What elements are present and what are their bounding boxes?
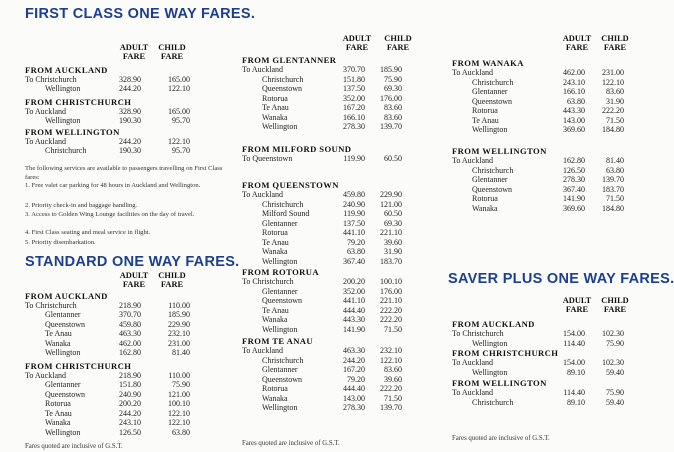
child-fare: 221.10 — [380, 228, 402, 237]
destination: Rotorua — [45, 399, 71, 408]
section-heading: FROM WANAKA — [452, 58, 524, 68]
section-heading: FROM WELLINGTON — [452, 146, 547, 156]
destination: To Christchurch — [452, 329, 504, 338]
child-fare: 232.10 — [380, 346, 402, 355]
adult-fare: 369.60 — [563, 125, 585, 134]
child-fare: 71.50 — [606, 194, 624, 203]
destination: To Auckland — [242, 346, 283, 355]
destination: Rotorua — [472, 194, 498, 203]
child-fare: 31.90 — [606, 96, 624, 106]
adult-fare: 119.90 — [343, 154, 365, 163]
child-fare-header: CHILD FARE — [158, 271, 186, 289]
fare-row — [0, 87, 640, 96]
adult-fare: 244.20 — [119, 84, 141, 93]
destination: To Christchurch — [242, 277, 294, 286]
adult-fare: 137.50 — [343, 218, 365, 228]
adult-fare-header: ADULT FARE — [562, 34, 592, 52]
fare-row — [0, 398, 640, 407]
destination: Wellington — [45, 427, 81, 437]
destination: Rotorua — [262, 93, 288, 103]
child-fare: 75.90 — [172, 380, 190, 389]
destination: Wellington — [262, 403, 298, 412]
fare-row — [0, 355, 640, 367]
adult-fare: 162.80 — [563, 156, 585, 165]
destination: To Auckland — [242, 65, 283, 74]
adult-fare: 79.20 — [347, 237, 365, 247]
destination: Queenstown — [262, 84, 302, 93]
child-fare: 71.50 — [384, 324, 402, 334]
destination: Wanaka — [262, 393, 288, 403]
child-fare: 95.70 — [172, 116, 190, 125]
first-class-note: 2. Priority check-in and baggage handling. — [25, 202, 138, 209]
adult-fare: 190.30 — [119, 116, 141, 125]
destination: Glentanner — [45, 310, 81, 319]
destination: Rotorua — [262, 384, 288, 393]
fare-row — [0, 238, 640, 247]
destination: Wellington — [262, 324, 298, 334]
child-fare: 83.60 — [384, 112, 402, 122]
section-heading: FROM CHRISTCHURCH — [452, 348, 559, 358]
adult-fare: 244.20 — [119, 136, 141, 146]
child-fare: 185.90 — [168, 310, 190, 319]
destination: Glentanner — [472, 175, 508, 184]
adult-fare: 441.10 — [343, 228, 365, 237]
adult-fare: 244.20 — [343, 355, 365, 365]
child-fare: 75.90 — [606, 338, 624, 348]
adult-fare: 328.90 — [119, 74, 141, 84]
destination: To Auckland — [25, 106, 66, 116]
section-heading: FROM TE ANAU — [242, 336, 314, 346]
child-fare: 221.10 — [380, 296, 402, 305]
adult-fare: 243.10 — [563, 77, 585, 87]
fare-row — [0, 116, 640, 125]
fare-row — [0, 97, 640, 106]
adult-fare: 218.90 — [119, 300, 141, 310]
child-fare: 60.50 — [384, 154, 402, 163]
child-fare: 31.90 — [384, 247, 402, 256]
destination: Christchurch — [45, 146, 87, 155]
fare-row — [0, 257, 640, 266]
destination: To Queenstown — [242, 154, 293, 163]
child-fare: 222.20 — [380, 384, 402, 393]
child-fare: 139.70 — [380, 122, 402, 131]
fare-row — [0, 194, 640, 203]
destination: Christchurch — [472, 165, 514, 175]
section-heading: FROM WELLINGTON — [25, 127, 120, 137]
child-fare: 165.00 — [168, 74, 190, 84]
section-heading: FROM QUEENSTOWN — [242, 180, 339, 190]
adult-fare-header: ADULT FARE — [119, 43, 149, 61]
child-fare: 121.00 — [380, 199, 402, 209]
child-fare: 71.50 — [606, 115, 624, 125]
child-fare-header: CHILD FARE — [384, 34, 412, 52]
adult-fare: 89.10 — [567, 397, 585, 407]
destination: Wellington — [45, 84, 81, 93]
destination: Wanaka — [45, 338, 71, 348]
adult-fare: 126.50 — [563, 165, 585, 175]
section-heading: FROM WELLINGTON — [452, 378, 547, 388]
adult-fare: 444.40 — [343, 305, 365, 315]
adult-fare: 162.80 — [119, 348, 141, 357]
fare-row — [0, 228, 640, 237]
fare-row — [0, 78, 640, 87]
child-fare: 122.10 — [168, 408, 190, 418]
adult-fare: 119.90 — [343, 209, 365, 218]
saver-plus-title: SAVER PLUS ONE WAY FARES. — [448, 271, 674, 287]
child-fare: 71.50 — [384, 393, 402, 403]
child-fare: 83.60 — [384, 103, 402, 112]
adult-fare: 444.40 — [343, 384, 365, 393]
fare-row — [0, 247, 640, 256]
destination: Wanaka — [262, 112, 288, 122]
destination: Wellington — [472, 338, 508, 348]
fare-row — [0, 68, 640, 77]
child-fare: 222.20 — [602, 106, 624, 115]
child-fare: 231.00 — [602, 68, 624, 77]
child-fare: 183.70 — [380, 256, 402, 266]
fare-row — [0, 106, 640, 115]
child-fare: 69.30 — [384, 218, 402, 228]
fare-row — [0, 329, 640, 338]
destination: Wellington — [472, 125, 508, 134]
adult-fare: 141.90 — [343, 324, 365, 334]
child-fare: 122.10 — [380, 355, 402, 365]
adult-fare: 143.00 — [343, 393, 365, 403]
destination: Wellington — [45, 348, 81, 357]
adult-fare: 441.10 — [343, 296, 365, 305]
destination: Queenstown — [45, 389, 85, 399]
adult-fare: 244.20 — [119, 408, 141, 418]
child-fare: 39.60 — [384, 237, 402, 247]
adult-fare: 463.30 — [343, 346, 365, 355]
adult-fare: 89.10 — [567, 367, 585, 377]
adult-fare: 200.20 — [343, 277, 365, 286]
fare-row — [0, 156, 640, 165]
adult-fare: 352.00 — [343, 286, 365, 296]
child-fare: 232.10 — [168, 329, 190, 338]
first-class-title: FIRST CLASS ONE WAY FARES. — [25, 6, 256, 22]
adult-fare: 137.50 — [343, 84, 365, 93]
child-fare: 165.00 — [168, 106, 190, 116]
section-heading: FROM MILFORD SOUND — [242, 144, 352, 154]
destination: Christchurch — [262, 199, 304, 209]
destination: Christchurch — [472, 77, 514, 87]
fare-row — [0, 339, 640, 348]
child-fare: 176.00 — [380, 286, 402, 296]
adult-fare: 79.20 — [347, 374, 365, 384]
destination: Te Anau — [45, 329, 72, 338]
adult-fare: 243.10 — [119, 418, 141, 427]
child-fare: 75.90 — [606, 388, 624, 397]
child-fare: 59.40 — [606, 367, 624, 377]
child-fare: 63.80 — [606, 165, 624, 175]
child-fare: 176.00 — [380, 93, 402, 103]
destination: Glentanner — [45, 380, 81, 389]
adult-fare: 114.40 — [563, 338, 585, 348]
child-fare-header: CHILD FARE — [158, 43, 186, 61]
fare-row — [0, 125, 640, 134]
destination: Queenstown — [472, 184, 512, 194]
adult-fare: 462.00 — [563, 68, 585, 77]
destination: Te Anau — [262, 305, 289, 315]
gst-footnote: Fares quoted are inclusive of G.S.T. — [25, 443, 123, 450]
adult-fare: 370.70 — [343, 65, 365, 74]
child-fare: 110.00 — [168, 300, 190, 310]
destination: Queenstown — [472, 96, 512, 106]
section-heading: FROM AUCKLAND — [25, 291, 108, 301]
adult-fare: 278.30 — [343, 403, 365, 412]
destination: To Auckland — [242, 190, 283, 199]
destination: Glentanner — [472, 87, 508, 96]
destination: Rotorua — [262, 228, 288, 237]
destination: Wanaka — [45, 418, 71, 427]
adult-fare: 143.00 — [563, 115, 585, 125]
destination: Wanaka — [262, 247, 288, 256]
child-fare: 139.70 — [380, 403, 402, 412]
child-fare: 122.10 — [602, 77, 624, 87]
destination: To Auckland — [452, 68, 493, 77]
child-fare: 121.00 — [168, 389, 190, 399]
fare-row — [0, 296, 640, 305]
destination: Wellington — [262, 256, 298, 266]
child-fare: 122.10 — [168, 84, 190, 93]
adult-fare-header: ADULT FARE — [342, 34, 372, 52]
adult-fare: 141.90 — [563, 194, 585, 203]
section-heading: FROM AUCKLAND — [452, 319, 535, 329]
destination: Christchurch — [472, 397, 514, 407]
adult-fare: 459.80 — [119, 319, 141, 329]
fare-row — [0, 204, 640, 213]
adult-fare: 278.30 — [343, 122, 365, 131]
child-fare: 231.00 — [168, 338, 190, 348]
section-heading: FROM AUCKLAND — [25, 65, 108, 75]
child-fare: 222.20 — [380, 305, 402, 315]
destination: Wellington — [262, 122, 298, 131]
destination: To Christchurch — [25, 300, 77, 310]
child-fare: 185.90 — [380, 65, 402, 74]
adult-fare: 443.30 — [563, 106, 585, 115]
section-heading: FROM GLENTANNER — [242, 55, 337, 65]
adult-fare: 367.40 — [343, 256, 365, 266]
adult-fare: 218.90 — [119, 370, 141, 380]
fare-row — [0, 418, 640, 427]
adult-fare: 240.90 — [119, 389, 141, 399]
adult-fare-header: ADULT FARE — [562, 296, 592, 314]
adult-fare: 167.20 — [343, 103, 365, 112]
destination: Te Anau — [45, 408, 72, 418]
child-fare: 222.20 — [380, 315, 402, 324]
destination: Glentanner — [262, 218, 298, 228]
fare-row — [0, 388, 640, 397]
destination: Te Anau — [472, 115, 499, 125]
fare-row — [0, 368, 640, 377]
child-fare: 184.80 — [602, 125, 624, 134]
fare-row — [0, 315, 640, 324]
child-fare: 69.30 — [384, 84, 402, 93]
child-fare: 81.40 — [172, 348, 190, 357]
adult-fare: 463.30 — [119, 329, 141, 338]
adult-fare: 154.00 — [563, 329, 585, 338]
destination: Glentanner — [262, 365, 298, 374]
destination: Wellington — [472, 367, 508, 377]
adult-fare: 200.20 — [119, 399, 141, 408]
child-fare: 122.10 — [168, 136, 190, 146]
child-fare: 122.10 — [168, 418, 190, 427]
adult-fare: 167.20 — [343, 365, 365, 374]
standard-title: STANDARD ONE WAY FARES. — [25, 254, 240, 270]
adult-fare: 126.50 — [119, 427, 141, 437]
child-fare: 60.50 — [384, 209, 402, 218]
adult-fare: 63.80 — [567, 96, 585, 106]
adult-fare: 240.90 — [343, 199, 365, 209]
adult-fare: 151.80 — [343, 74, 365, 84]
destination: Queenstown — [262, 296, 302, 305]
adult-fare: 328.90 — [119, 106, 141, 116]
child-fare: 139.70 — [602, 175, 624, 184]
adult-fare: 369.60 — [563, 203, 585, 213]
child-fare: 95.70 — [172, 146, 190, 155]
adult-fare: 166.10 — [343, 112, 365, 122]
adult-fare: 190.30 — [119, 146, 141, 155]
destination: To Auckland — [25, 136, 66, 146]
child-fare: 110.00 — [168, 370, 190, 380]
child-fare: 83.60 — [384, 365, 402, 374]
adult-fare: 166.10 — [563, 87, 585, 96]
adult-fare: 367.40 — [563, 184, 585, 194]
fare-row — [0, 185, 640, 194]
adult-fare: 151.80 — [119, 380, 141, 389]
destination: Wanaka — [472, 203, 498, 213]
first-class-note: The following services are available to passengers travelling on First Class fares: — [25, 165, 223, 181]
destination: Milford Sound — [262, 209, 310, 218]
first-class-note: 4. First Class seating and meal service in flight. — [25, 229, 151, 236]
destination: Te Anau — [262, 237, 289, 247]
child-fare: 100.10 — [168, 399, 190, 408]
first-class-note: 3. Access to Golden Wing Lounge facilities on the day of travel. — [25, 211, 195, 218]
destination: Christchurch — [262, 355, 304, 365]
child-fare: 102.30 — [602, 329, 624, 338]
adult-fare-header: ADULT FARE — [119, 271, 149, 289]
destination: To Auckland — [452, 358, 493, 367]
child-fare: 63.80 — [172, 427, 190, 437]
adult-fare: 459.80 — [343, 190, 365, 199]
child-fare-header: CHILD FARE — [601, 34, 629, 52]
child-fare: 229.90 — [380, 190, 402, 199]
child-fare: 83.60 — [606, 87, 624, 96]
child-fare: 75.90 — [384, 74, 402, 84]
section-heading: FROM CHRISTCHURCH — [25, 97, 132, 107]
adult-fare: 352.00 — [343, 93, 365, 103]
child-fare: 81.40 — [606, 156, 624, 165]
child-fare: 229.90 — [168, 319, 190, 329]
adult-fare: 278.30 — [563, 175, 585, 184]
first-class-note: 1. Free valet car parking for 48 hours in Auckland and Wellington. — [25, 182, 201, 189]
destination: Rotorua — [472, 106, 498, 115]
child-fare: 183.70 — [602, 184, 624, 194]
gst-footnote: Fares quoted are inclusive of G.S.T. — [452, 435, 550, 442]
section-heading: FROM ROTORUA — [242, 267, 319, 277]
destination: To Auckland — [452, 388, 493, 397]
fare-row — [0, 287, 640, 296]
destination: To Auckland — [452, 156, 493, 165]
child-fare: 184.80 — [602, 203, 624, 213]
adult-fare: 443.30 — [343, 315, 365, 324]
destination: Queenstown — [262, 374, 302, 384]
adult-fare: 63.80 — [347, 247, 365, 256]
adult-fare: 154.00 — [563, 358, 585, 367]
first-class-note: 5. Priority disembarkation. — [25, 239, 96, 246]
fare-row — [0, 175, 640, 184]
adult-fare: 462.00 — [119, 338, 141, 348]
destination: Queenstown — [45, 319, 85, 329]
destination: To Auckland — [25, 370, 66, 380]
fare-row — [0, 219, 640, 228]
destination: Christchurch — [262, 74, 304, 84]
fare-row — [0, 306, 640, 315]
adult-fare: 370.70 — [119, 310, 141, 319]
destination: To Christchurch — [25, 74, 77, 84]
destination: Te Anau — [262, 103, 289, 112]
child-fare-header: CHILD FARE — [601, 296, 629, 314]
child-fare: 100.10 — [380, 277, 402, 286]
destination: Glentanner — [262, 286, 298, 296]
destination: Wanaka — [262, 315, 288, 324]
child-fare: 59.40 — [606, 397, 624, 407]
gst-footnote: Fares quoted are inclusive of G.S.T. — [242, 440, 340, 447]
child-fare: 102.30 — [602, 358, 624, 367]
fare-row — [0, 166, 640, 175]
destination: Wellington — [45, 116, 81, 125]
section-heading: FROM CHRISTCHURCH — [25, 361, 132, 371]
child-fare: 39.60 — [384, 374, 402, 384]
adult-fare: 114.40 — [563, 388, 585, 397]
